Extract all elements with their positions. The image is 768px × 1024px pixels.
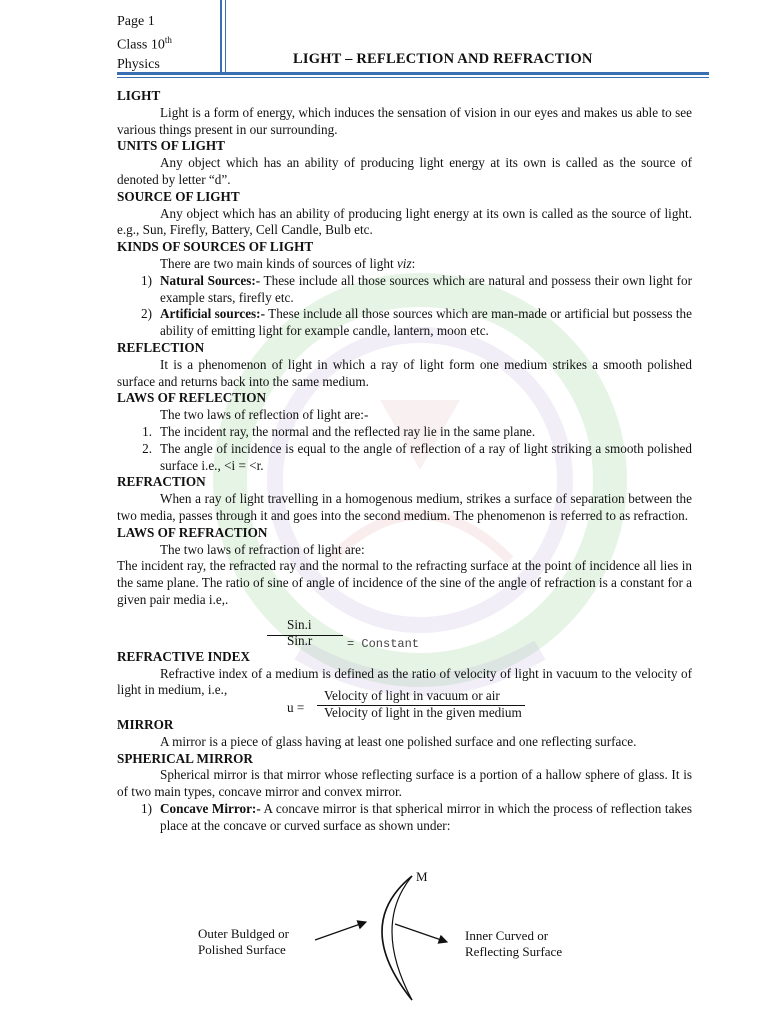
ri-symbol: u =: [287, 700, 305, 716]
header-rule: [117, 72, 709, 75]
list-text: [160, 306, 692, 340]
list-item: [117, 306, 692, 340]
list-number: 2): [141, 306, 152, 322]
para-spherical: Spherical mirror is that mirror whose reflecting surface is a portion of a hallow sphere of glass. It is of two main types, concave mirror and convex mirror.: [117, 767, 692, 800]
class-prefix: Class 10: [117, 37, 165, 53]
heading-laws-reflection: LAWS OF REFLECTION: [117, 390, 266, 406]
mirror-label-m: M: [416, 869, 428, 884]
ri-denominator: Velocity of light in the given medium: [324, 705, 522, 721]
header-info: [117, 12, 172, 74]
para-refraction: When a ray of light travelling in a homogenous medium, strikes a surface of separation between the two media, passes through it and goes into the second medium. The phenomenon is referred to as refraction.: [117, 491, 692, 523]
document-body: [117, 88, 692, 835]
list-text: [160, 273, 692, 307]
arrow-outer: [315, 922, 366, 940]
list-item: [117, 424, 692, 441]
list-text: The angle of incidence is equal to the angle of reflection of a ray of light striking a smooth polished surface i.e., <i = <r.: [160, 440, 692, 473]
outer-label-line2: Polished Surface: [198, 942, 286, 957]
list-body: These include all those sources which are man-made or artificial but possess the ability of emitting light for example candle, lantern, moon etc.: [160, 306, 692, 339]
list-text: The incident ray, the normal and the reflected ray lie in the same plane.: [160, 423, 536, 439]
inner-label-line1: Inner Curved or: [465, 928, 549, 943]
kinds-intro-end: :: [411, 255, 416, 271]
formula-numerator: Sin.i: [287, 616, 312, 632]
header-divider-thin: [225, 0, 226, 72]
list-text: [160, 801, 692, 835]
class-sup: th: [164, 35, 172, 45]
heading-mirror: MIRROR: [117, 717, 174, 733]
heading-kinds: KINDS OF SOURCES OF LIGHT: [117, 239, 314, 255]
mirror-inner-curve: [392, 876, 412, 1000]
outer-label-line1: Outer Buldged or: [198, 926, 289, 941]
kinds-intro-viz: viz: [396, 255, 412, 271]
header-rule-thin: [117, 77, 709, 78]
list-number: 1): [141, 801, 152, 817]
subject-label: Physics: [117, 56, 160, 72]
formula-constant: = Constant: [347, 636, 420, 651]
snell-formula: [117, 609, 692, 649]
heading-laws-refraction: LAWS OF REFRACTION: [117, 524, 268, 540]
heading-refraction: REFRACTION: [117, 474, 206, 490]
formula-denominator: Sin.r: [287, 632, 313, 648]
para-laws-reflection-intro: The two laws of reflection of light are:-: [160, 407, 369, 423]
inner-label-line2: Reflecting Surface: [465, 944, 563, 959]
list-number: 2.: [142, 440, 152, 456]
heading-light: LIGHT: [117, 88, 161, 103]
class-label: [117, 31, 172, 55]
list-body: A concave mirror is that spherical mirror in which the process of reflection takes place at the concave or curved surface as shown under:: [160, 801, 693, 833]
list-bold: Concave Mirror:-: [160, 801, 261, 817]
heading-units: UNITS OF LIGHT: [117, 138, 225, 154]
para-refractive-index: Refractive index of a medium is defined as the ratio of velocity of light in vacuum to the velocity of light in medium, i.e.,: [117, 665, 692, 698]
heading-spherical: SPHERICAL MIRROR: [117, 750, 253, 766]
para-laws-refraction-intro: The two laws of refraction of light are:: [160, 541, 365, 557]
list-bold: Natural Sources:-: [160, 272, 261, 288]
list-number: 1): [141, 272, 152, 288]
heading-source: SOURCE OF LIGHT: [117, 188, 240, 204]
kinds-intro-text: There are two main kinds of sources of light: [160, 255, 397, 271]
arrow-inner: [395, 924, 447, 942]
para-reflection: It is a phenomenon of light in which a ray of light form one medium strikes a smooth polished surface and returns back into the same medium.: [117, 356, 692, 389]
page-number: Page 1: [117, 14, 155, 29]
para-mirror: A mirror is a piece of glass having at least one polished surface and one reflecting surface.: [160, 733, 637, 749]
ri-numerator: Velocity of light in vacuum or air: [324, 688, 500, 704]
list-item: [117, 801, 692, 835]
para-kinds-intro: [117, 256, 692, 273]
heading-reflection: REFLECTION: [117, 339, 205, 355]
header-divider: [220, 0, 222, 72]
para-laws-refraction: The incident ray, the refracted ray and the normal to the refracting surface at the point of incidence all lies in the same plane. The ratio of sine of angle of incidence of the sine of the angle of refraction is a constant for a given pair media i.e,.: [117, 558, 692, 607]
heading-refractive-index: REFRACTIVE INDEX: [117, 648, 250, 664]
para-source: Any object which has an ability of producing light energy at its own is called as the source of light. e.g., Sun, Firefly, Battery, Cell Candle, Bulb etc.: [117, 205, 692, 238]
list-body: These include all those sources which are natural and possess their own light for example stars, firefly etc.: [160, 272, 693, 305]
mirror-outer-curve: [382, 876, 412, 1000]
list-number: 1.: [142, 423, 152, 439]
para-light: Light is a form of energy, which induces the sensation of vision in our eyes and makes us able to see various things present in our surrounding.: [117, 104, 692, 137]
list-item: [117, 273, 692, 307]
list-bold: Artificial sources:-: [160, 306, 265, 322]
list-item: [117, 441, 692, 475]
para-units: Any object which has an ability of producing light energy at its own is called as the source of denoted by letter “d”.: [117, 155, 692, 187]
page-title: LIGHT – REFLECTION AND REFRACTION: [293, 51, 593, 67]
refractive-index-formula: [117, 688, 692, 721]
